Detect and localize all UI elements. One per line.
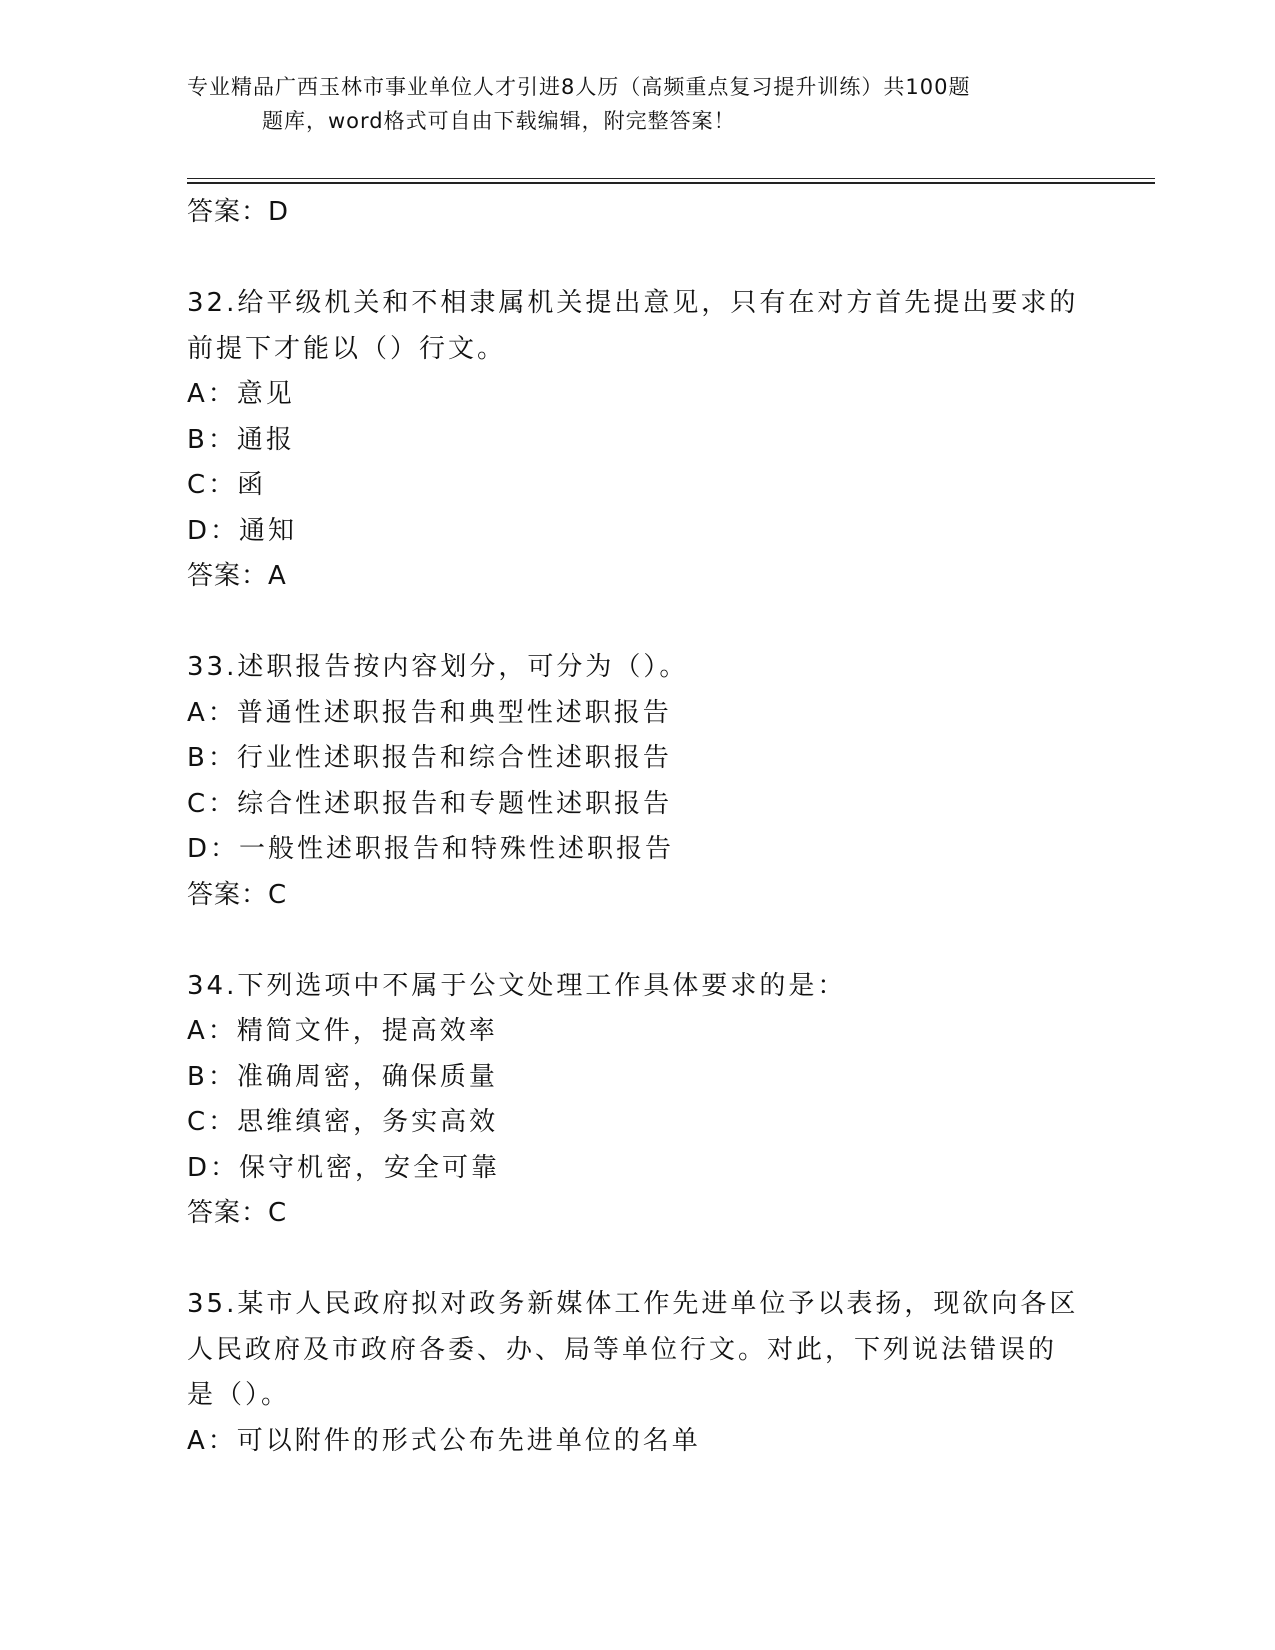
option-d: D：保守机密，安全可靠 <box>187 1152 501 1183</box>
option-a: A：精简文件，提高效率 <box>187 1016 498 1046</box>
option-b: B：行业性述职报告和综合性述职报告 <box>187 743 672 773</box>
question-text-line: 前提下才能以（）行文。 <box>187 333 507 364</box>
spacer <box>187 600 1087 646</box>
option-c: C：函 <box>187 470 267 500</box>
answer: 答案：C <box>187 879 288 910</box>
question-text-line: 是（）。 <box>187 1380 291 1410</box>
option-a: A：可以附件的形式公布先进单位的名单 <box>187 1425 701 1456</box>
option-b: B：准确周密，确保质量 <box>187 1061 498 1092</box>
document-header <box>187 70 1087 138</box>
question-text-line: 34.下列选项中不属于公文处理工作具体要求的是： <box>187 970 847 1001</box>
question-block-35 <box>187 1282 1087 1464</box>
option-b: B：通报 <box>187 424 295 455</box>
question-block-32 <box>187 281 1087 600</box>
question-text-line: 33.述职报告按内容划分，可分为（）。 <box>187 652 689 682</box>
answer: 答案：A <box>187 561 287 591</box>
previous-answer: 答案：D <box>187 197 290 227</box>
spacer <box>187 1237 1087 1283</box>
answer: 答案：C <box>187 1198 288 1228</box>
option-d: D：一般性述职报告和特殊性述职报告 <box>187 834 675 864</box>
option-a: A：意见 <box>187 379 295 409</box>
header-divider-thin <box>187 178 1155 179</box>
question-text-line: 人民政府及市政府各委、办、局等单位行文。对此，下列说法错误的 <box>187 1334 1058 1365</box>
document-body <box>187 190 1087 1464</box>
option-c: C：思维缜密，务实高效 <box>187 1107 499 1137</box>
spacer <box>187 236 1087 282</box>
question-block-33 <box>187 645 1087 918</box>
header-title-line-1: 专业精品广西玉林市事业单位人才引进8人历（高频重点复习提升训练）共100题 <box>187 75 971 99</box>
option-c: C：综合性述职报告和专题性述职报告 <box>187 788 673 819</box>
option-a: A：普通性述职报告和典型性述职报告 <box>187 697 672 728</box>
question-text-line: 35.某市人民政府拟对政务新媒体工作先进单位予以表扬，现欲向各区 <box>187 1289 1079 1319</box>
header-divider-thick <box>187 182 1155 184</box>
header-title-line-2: 题库，word格式可自由下载编辑，附完整答案！ <box>262 109 736 133</box>
spacer <box>187 918 1087 964</box>
question-text-line: 32.给平级机关和不相隶属机关提出意见，只有在对方首先提出要求的 <box>187 288 1079 318</box>
question-block-34 <box>187 964 1087 1237</box>
option-d: D：通知 <box>187 515 298 546</box>
